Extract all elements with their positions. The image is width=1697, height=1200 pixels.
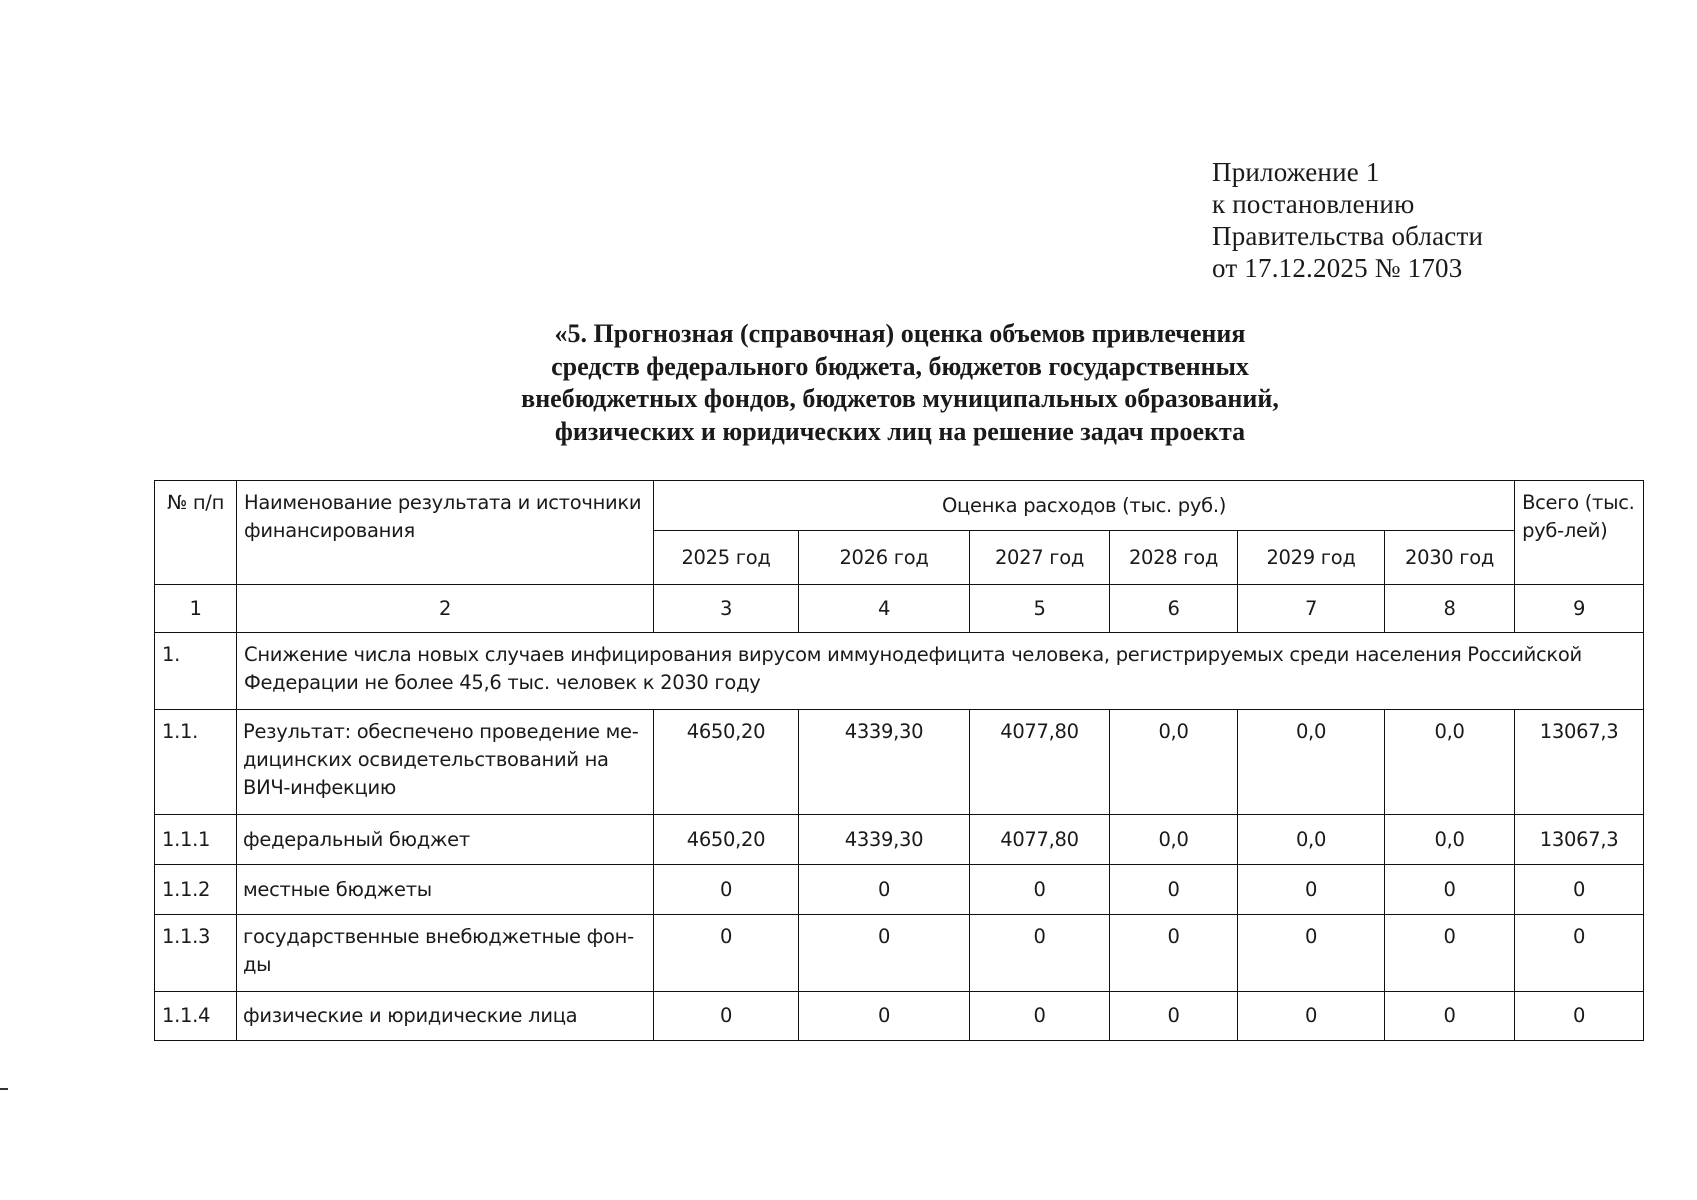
column-index: 9: [1515, 585, 1644, 633]
value-2027: 0: [970, 865, 1110, 915]
column-index: 6: [1110, 585, 1238, 633]
column-index: 5: [970, 585, 1110, 633]
row-num: 1.1.: [155, 710, 237, 815]
value-total: 13067,3: [1515, 815, 1644, 865]
task-text: Снижение числа новых случаев инфицирования вирусом иммунодефицита человека, регистрируемых среди населения Российской Федерации не более 45,6 тыс. человек к 2030 году: [237, 633, 1644, 710]
row-num: 1.1.1: [155, 815, 237, 865]
value-2029: 0: [1238, 865, 1385, 915]
row-num: 1.1.4: [155, 992, 237, 1041]
table-row: [155, 865, 1644, 915]
value-2026: 0: [799, 865, 970, 915]
column-index-row: [155, 585, 1644, 633]
value-2030: 0,0: [1385, 815, 1515, 865]
task-num: 1.: [155, 633, 237, 710]
row-name: физические и юридические лица: [237, 992, 654, 1041]
value-2029: 0,0: [1238, 710, 1385, 815]
value-2025: 0: [654, 915, 799, 992]
table-row: [155, 815, 1644, 865]
annex-line-2: к постановлению: [1212, 189, 1415, 219]
header-total: Всего (тыс. руб-лей): [1515, 481, 1644, 585]
header-year-2028: 2028 год: [1110, 531, 1238, 585]
value-total: 0: [1515, 865, 1644, 915]
value-2028: 0,0: [1110, 815, 1238, 865]
financing-table: [154, 480, 1644, 1041]
row-name: Результат: обеспечено проведение ме-дицинских освидетельствований на ВИЧ-инфекцию: [237, 710, 654, 815]
table-row: [155, 710, 1644, 815]
title-line-4: физических и юридических лиц на решение задач проекта: [554, 416, 1246, 446]
header-year-2025: 2025 год: [654, 531, 799, 585]
value-2029: 0: [1238, 915, 1385, 992]
task-row: [155, 633, 1644, 710]
scan-edge-mark: [0, 1088, 8, 1090]
value-total: 13067,3: [1515, 710, 1644, 815]
header-name: Наименование результата и источники финансирования: [237, 481, 654, 585]
annex-line-3: Правительства области: [1212, 221, 1484, 251]
table-row: [155, 992, 1644, 1041]
value-total: 0: [1515, 915, 1644, 992]
column-index: 7: [1238, 585, 1385, 633]
value-2026: 0: [799, 915, 970, 992]
header-year-2026: 2026 год: [799, 531, 970, 585]
value-2029: 0: [1238, 992, 1385, 1041]
row-num: 1.1.3: [155, 915, 237, 992]
header-year-2029: 2029 год: [1238, 531, 1385, 585]
title-line-2: средств федерального бюджета, бюджетов государственных: [551, 351, 1249, 381]
value-2030: 0: [1385, 865, 1515, 915]
value-2028: 0: [1110, 992, 1238, 1041]
value-2027: 0: [970, 992, 1110, 1041]
row-name: местные бюджеты: [237, 865, 654, 915]
header-num: № п/п: [155, 481, 237, 585]
title-line-1: «5. Прогнозная (справочная) оценка объемов привлечения: [554, 319, 1246, 348]
value-2025: 4650,20: [654, 710, 799, 815]
value-2028: 0: [1110, 915, 1238, 992]
table-row: [155, 915, 1644, 992]
value-2026: 4339,30: [799, 710, 970, 815]
annex-block: [1212, 156, 1483, 284]
value-2027: 4077,80: [970, 710, 1110, 815]
value-2030: 0: [1385, 992, 1515, 1041]
value-2026: 0: [799, 992, 970, 1041]
column-index: 8: [1385, 585, 1515, 633]
value-2028: 0,0: [1110, 710, 1238, 815]
row-name: государственные внебюджетные фон-ды: [237, 915, 654, 992]
value-total: 0: [1515, 992, 1644, 1041]
value-2025: 0: [654, 865, 799, 915]
header-year-2030: 2030 год: [1385, 531, 1515, 585]
column-index: 3: [654, 585, 799, 633]
value-2027: 0: [970, 915, 1110, 992]
row-num: 1.1.2: [155, 865, 237, 915]
value-2029: 0,0: [1238, 815, 1385, 865]
value-2025: 0: [654, 992, 799, 1041]
value-2030: 0: [1385, 915, 1515, 992]
header-year-2027: 2027 год: [970, 531, 1110, 585]
value-2025: 4650,20: [654, 815, 799, 865]
header-row: [155, 481, 1644, 531]
header-estimate: Оценка расходов (тыс. руб.): [654, 481, 1515, 531]
value-2026: 4339,30: [799, 815, 970, 865]
section-title: [440, 318, 1360, 448]
value-2030: 0,0: [1385, 710, 1515, 815]
row-name: федеральный бюджет: [237, 815, 654, 865]
annex-line-1: Приложение 1: [1212, 157, 1380, 187]
title-line-3: внебюджетных фондов, бюджетов муниципальных образований,: [521, 384, 1279, 413]
value-2028: 0: [1110, 865, 1238, 915]
column-index: 2: [237, 585, 654, 633]
value-2027: 4077,80: [970, 815, 1110, 865]
column-index: 1: [155, 585, 237, 633]
annex-line-4: от 17.12.2025 № 1703: [1212, 253, 1463, 283]
column-index: 4: [799, 585, 970, 633]
